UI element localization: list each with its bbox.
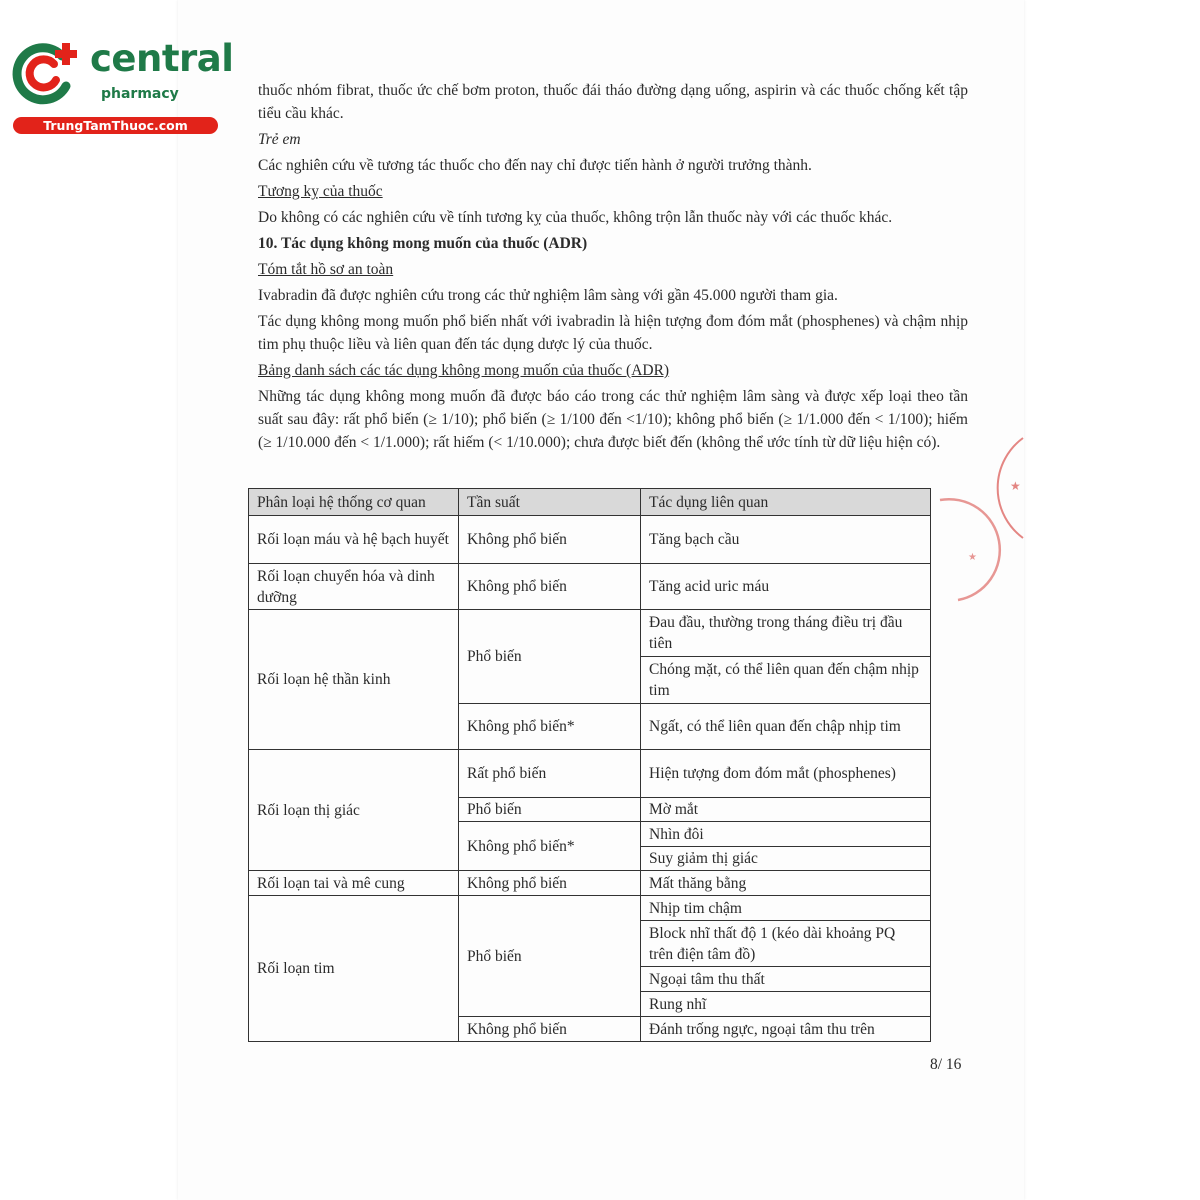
table-cell: Không phổ biến (459, 516, 641, 564)
table-cell: Rối loạn tim (249, 896, 459, 1042)
table-row (249, 750, 931, 798)
table-cell: Không phổ biến (459, 871, 641, 896)
adr-table (248, 488, 931, 1042)
svg-text:★: ★ (968, 552, 977, 563)
table-cell: Rung nhĩ (641, 992, 931, 1017)
paragraph-trials: Ivabradin đã được nghiên cứu trong các thử nghiệm lâm sàng với gần 45.000 người tham gia. (258, 287, 838, 304)
paragraph-interactions: thuốc nhóm fibrat, thuốc ức chế bơm proton, thuốc đái tháo đường dạng uống, aspirin và các thuốc chống kết tập tiểu cầu khác. (258, 82, 968, 122)
svg-text:★: ★ (1010, 479, 1021, 493)
table-row (249, 896, 931, 921)
section-heading-adr: 10. Tác dụng không mong muốn của thuốc (ADR) (258, 235, 588, 252)
table-cell: Không phổ biến* (459, 822, 641, 871)
paragraph-children: Các nghiên cứu về tương tác thuốc cho đến nay chỉ được tiến hành ở người trưởng thành. (258, 157, 812, 174)
table-row (249, 516, 931, 564)
paragraph-frequency-definitions: Những tác dụng không mong muốn đã được báo cáo trong các thử nghiệm lâm sàng và được xếp loại theo tần suất sau đây: rất phổ biến (≥ 1/10); phổ biến (≥ 1/100 đến <1/10); không phổ biến (≥ 1/1.000 đến < 1/100); hiếm (≥ 1/10.000 đến < 1/1.000); rất hiếm (< 1/10.000); chưa được biết đến (không thể ước tính từ dữ liệu hiện có). (258, 388, 968, 451)
table-cell: Không phổ biến (459, 564, 641, 610)
column-header: Phân loại hệ thống cơ quan (249, 489, 459, 516)
column-header: Tác dụng liên quan (641, 489, 931, 516)
heading-children: Trẻ em (258, 131, 301, 148)
table-cell: Không phổ biến (459, 1017, 641, 1042)
brand-logo (10, 36, 234, 136)
brand-site-banner: TrungTamThuoc.com (13, 117, 218, 134)
paragraph-common-effects: Tác dụng không mong muốn phổ biến nhất với ivabradin là hiện tượng đom đóm mắt (phosphenes) và chậm nhịp tim phụ thuộc liều và liên quan đến tác dụng dược lý của thuốc. (258, 313, 968, 353)
table-row (249, 564, 931, 610)
table-cell: Phổ biến (459, 896, 641, 1017)
table-cell: Nhìn đôi (641, 822, 931, 847)
heading-safety-summary: Tóm tắt hồ sơ an toàn (258, 261, 394, 278)
table-cell: Phổ biến (459, 798, 641, 822)
table-cell: Đau đầu, thường trong tháng điều trị đầu tiên (641, 610, 931, 657)
table-cell: Không phổ biến* (459, 704, 641, 750)
page-number: 8/ 16 (930, 1056, 962, 1073)
table-cell: Rối loạn thị giác (249, 750, 459, 871)
table-cell: Đánh trống ngực, ngoại tâm thu trên (641, 1017, 931, 1042)
brand-name: central (90, 37, 234, 80)
table-cell: Ngoại tâm thu thất (641, 967, 931, 992)
table-header-row (249, 489, 931, 516)
document-body (258, 79, 968, 454)
table-row (249, 610, 931, 657)
table-cell: Suy giảm thị giác (641, 847, 931, 871)
table-cell: Hiện tượng đom đóm mắt (phosphenes) (641, 750, 931, 798)
table-cell: Tăng bạch cầu (641, 516, 931, 564)
pharmacy-cross-logo-icon (10, 38, 80, 108)
table-cell: Mờ mắt (641, 798, 931, 822)
table-cell: Rối loạn chuyển hóa và dinh dưỡng (249, 564, 459, 610)
heading-incompatibility: Tương kỵ của thuốc (258, 183, 383, 200)
official-stamp-icon (930, 430, 1030, 620)
table-cell: Chóng mặt, có thể liên quan đến chậm nhịp tim (641, 657, 931, 704)
heading-adr-table: Bảng danh sách các tác dụng không mong muốn của thuốc (ADR) (258, 362, 670, 379)
table-cell: Block nhĩ thất độ 1 (kéo dài khoảng PQ trên điện tâm đồ) (641, 921, 931, 967)
table-cell: Rất phổ biến (459, 750, 641, 798)
table-cell: Rối loạn máu và hệ bạch huyết (249, 516, 459, 564)
column-header: Tần suất (459, 489, 641, 516)
table-row (249, 871, 931, 896)
paragraph-incompatibility: Do không có các nghiên cứu về tính tương kỵ của thuốc, không trộn lẫn thuốc này với các thuốc khác. (258, 209, 893, 226)
table-cell: Ngất, có thể liên quan đến chập nhịp tim (641, 704, 931, 750)
brand-subname: pharmacy (101, 86, 179, 102)
table-cell: Rối loạn hệ thần kinh (249, 610, 459, 750)
table-cell: Rối loạn tai và mê cung (249, 871, 459, 896)
table-cell: Phổ biến (459, 610, 641, 704)
table-cell: Tăng acid uric máu (641, 564, 931, 610)
table-cell: Nhịp tim chậm (641, 896, 931, 921)
table-cell: Mất thăng bằng (641, 871, 931, 896)
